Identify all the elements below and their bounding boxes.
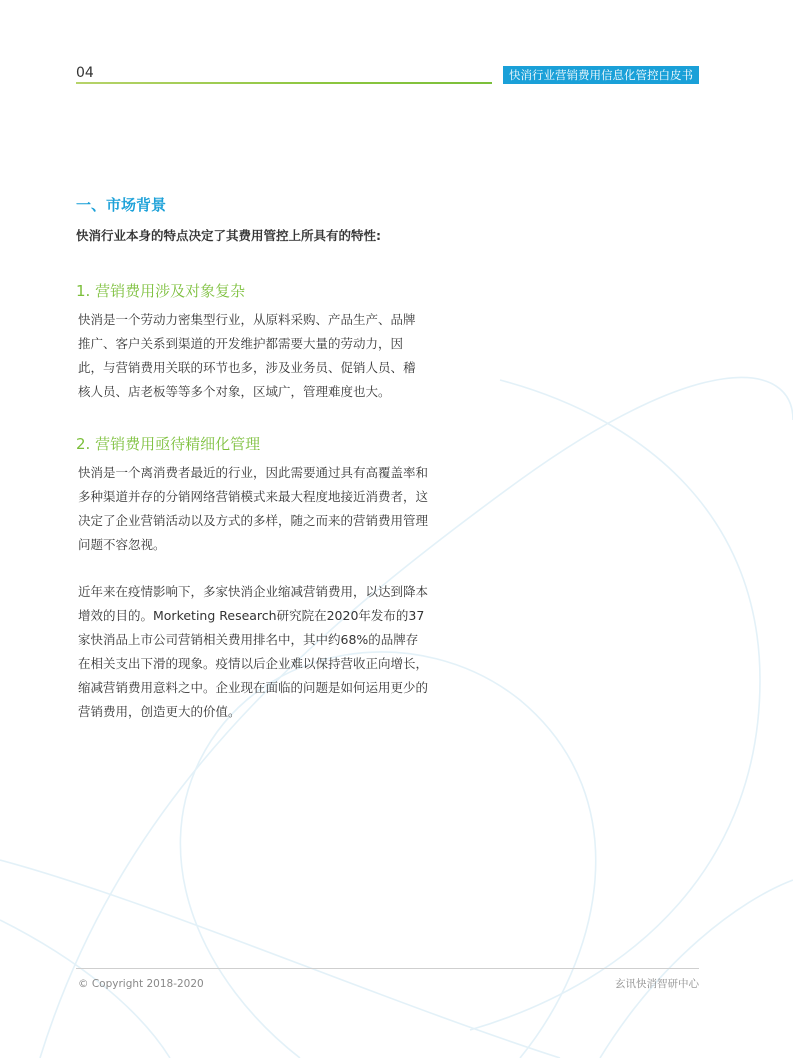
text-line: 决定了企业营销活动以及方式的多样，随之而来的营销费用管理 [78,513,429,528]
subsection-body-2 [78,461,458,557]
page-number: 04 [76,65,94,81]
copyright-text: © Copyright 2018-2020 [78,978,204,990]
section-intro: 快消行业本身的特点决定了其费用管控上所具有的特性: [76,228,381,243]
organization-name: 玄讯快消智研中心 [615,978,699,990]
text-line: 核人员、店老板等等多个对象，区域广，管理难度也大。 [78,384,391,399]
text-line: 近年来在疫情影响下，多家快消企业缩减营销费用，以达到降本 [78,584,429,599]
text-line: 多种渠道并存的分销网络营销模式来最大程度地接近消费者，这 [78,489,429,504]
footer-divider [76,968,699,969]
text-line: 增效的目的。Morketing Research研究院在2020年发布的37 [78,608,425,623]
document-title-tag: 快消行业营销费用信息化管控白皮书 [503,66,699,84]
text-line: 快消是一个劳动力密集型行业，从原料采购、产品生产、品牌 [78,312,416,327]
text-line: 营销费用，创造更大的价值。 [78,704,241,719]
text-line: 问题不容忽视。 [78,537,166,552]
header-divider [76,82,492,84]
text-line: 家快消品上市公司营销相关费用排名中，其中约68%的品牌存 [78,632,419,647]
section-heading: 一、市场背景 [76,196,167,214]
page-header [76,64,699,84]
subsection-heading-1: 1. 营销费用涉及对象复杂 [76,282,246,300]
subsection-body-1 [78,308,458,404]
text-line: 缩减营销费用意料之中。企业现在面临的问题是如何运用更少的 [78,680,429,695]
text-line: 推广、客户关系到渠道的开发维护都需要大量的劳动力，因 [78,336,404,351]
subsection-heading-2: 2. 营销费用亟待精细化管理 [76,435,261,453]
text-line: 快消是一个离消费者最近的行业，因此需要通过具有高覆盖率和 [78,465,429,480]
text-line: 此，与营销费用关联的环节也多，涉及业务员、促销人员、稽 [78,360,416,375]
body-paragraph [78,580,458,724]
text-line: 在相关支出下滑的现象。疫情以后企业难以保持营收正向增长， [78,656,429,671]
